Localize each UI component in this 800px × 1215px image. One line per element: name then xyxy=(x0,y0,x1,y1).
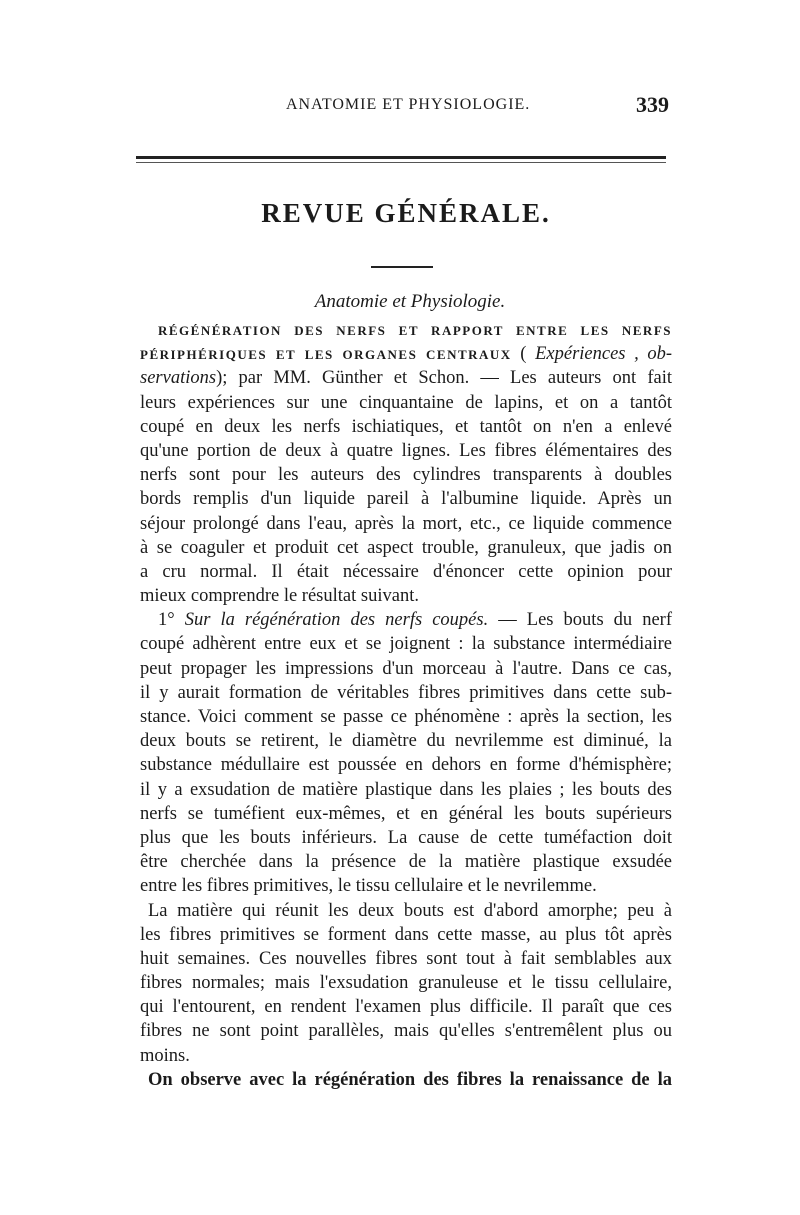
paragraph-heading-line xyxy=(140,608,672,632)
text-line: qu'une portion de deux à quatre lignes. Les fibres élémentaires des xyxy=(140,440,672,461)
article-body xyxy=(140,318,672,1092)
subsection-title: Anatomie et Physiologie. xyxy=(314,291,506,312)
text-line: a cru normal. Il était nécessaire d'énoncer cette opinion pour xyxy=(140,561,672,582)
text-line: séjour prolongé dans l'eau, après la mort, etc., ce liquide commence xyxy=(140,513,672,534)
article-title-line-1 xyxy=(140,318,672,342)
text-line: mieux comprendre le résultat suivant. xyxy=(140,586,419,607)
text-line: stance. Voici comment se passe ce phénomène : après la section, les xyxy=(140,707,672,727)
page-number: 339 xyxy=(636,92,669,117)
text-line: substance médullaire est poussée en dehors en forme d'hémisphère; xyxy=(140,755,672,776)
article-title-caps-2: PÉRIPHÉRIQUES ET LES ORGANES CENTRAUX xyxy=(140,347,512,363)
paragraph-heading: Sur la régénération des nerfs coupés. xyxy=(184,610,489,631)
article-title-line-2 xyxy=(140,342,672,366)
section-title: REVUE GÉNÉRALE. xyxy=(261,198,551,228)
text-line: fibres ne sont point parallèles, mais qu'elles s'entremêlent plus ou xyxy=(140,1021,672,1042)
article-title-caps: RÉGÉNÉRATION DES NERFS ET RAPPORT ENTRE LES NERFS xyxy=(158,323,672,338)
text-line: coupé en deux les nerfs ischiatiques, et tantôt on n'en a enlevé xyxy=(140,416,672,437)
text-line: à se coaguler et produit cet aspect trouble, granuleux, que jadis on xyxy=(140,537,672,558)
text-line: bords remplis d'un liquide pareil à l'albumine liquide. Après un xyxy=(140,489,672,510)
paragraph-first-line: La matière qui réunit les deux bouts est d'abord amorphe; peu à xyxy=(148,900,672,921)
text-line: nerfs sont pour les auteurs des cylindres transparents à doubles xyxy=(140,465,672,486)
text-line: peut propager les impressions d'un morceau à l'autre. Dans ce cas, xyxy=(140,658,672,679)
text-line: il y a exsudation de matière plastique dans les plaies ; les bouts des xyxy=(140,779,672,800)
section-divider xyxy=(371,266,433,268)
text-line: moins. xyxy=(140,1045,190,1066)
text-line: être cherchée dans la présence de la matière plastique exsudée xyxy=(140,852,672,873)
text-line: les fibres primitives se forment dans cette masse, au plus tôt après xyxy=(140,924,672,945)
text-line: il y aurait formation de véritables fibres primitives dans cette sub- xyxy=(140,682,672,703)
text-line xyxy=(140,366,672,390)
text-run: — Les bouts du nerf xyxy=(488,610,673,631)
paragraph-first-line: On observe avec la régénération des fibres la renaissance de la xyxy=(148,1069,672,1090)
list-number: 1° xyxy=(158,610,185,631)
text-line: coupé adhèrent entre eux et se joignent : la substance intermédiaire xyxy=(140,634,672,655)
article-title-italic: Expériences , ob- xyxy=(535,344,672,365)
text-line: nerfs se tuméfient eux-mêmes, et en général les bouts supérieurs xyxy=(140,803,672,824)
running-head: ANATOMIE ET PHYSIOLOGIE. xyxy=(286,96,531,113)
text-line: fibres normales; mais l'exsudation granuleuse et le tissu cellulaire, xyxy=(140,973,672,994)
header-rule xyxy=(136,156,666,163)
text-run: ); par MM. Günther et Schon. — Les auteurs ont fait xyxy=(216,368,672,389)
text-line: leurs expériences sur une cinquantaine de lapins, et on a tantôt xyxy=(140,392,672,413)
text-line: huit semaines. Ces nouvelles fibres sont tout à fait semblables aux xyxy=(140,948,672,969)
text-italic: servations xyxy=(140,368,217,389)
article-title-paren: ( xyxy=(511,344,536,365)
text-line: plus que les bouts inférieurs. La cause de cette tuméfaction doit xyxy=(140,827,672,848)
text-line: deux bouts se retirent, le diamètre du nevrilemme est diminué, la xyxy=(140,731,672,752)
text-line: entre les fibres primitives, le tissu cellulaire et le nevrilemme. xyxy=(140,876,597,897)
text-line: qui l'entourent, en rendent l'examen plus difficile. Il paraît que ces xyxy=(140,997,672,1018)
